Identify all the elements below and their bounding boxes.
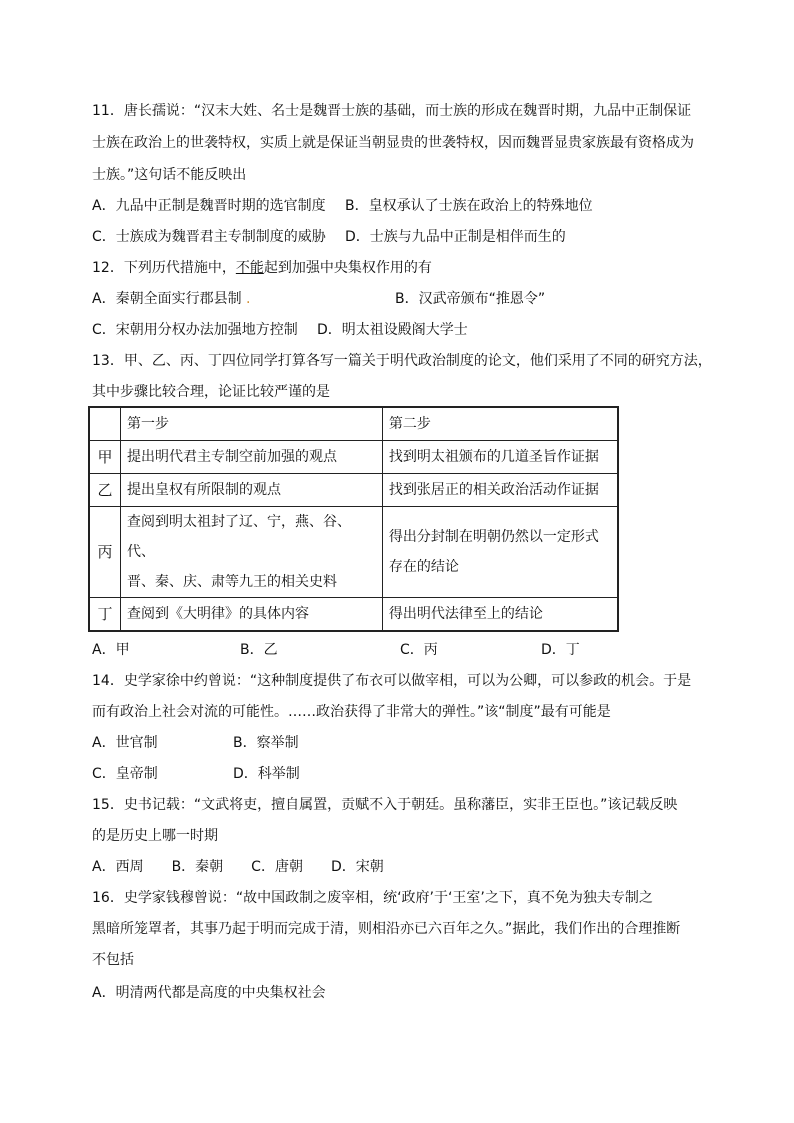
table-header-row — [89, 407, 618, 441]
q14-stem-line-2: 而有政治上社会对流的可能性。……政治获得了非常大的弹性。”该“制度”最有可能是 — [92, 704, 611, 720]
q13-stem-line-2: 其中步骤比较合理，论证比较严谨的是 — [92, 384, 330, 400]
row-step2 — [382, 507, 618, 598]
q16-stem-line-3: 不包括 — [92, 952, 134, 968]
q12-stem — [92, 258, 432, 278]
table-header-step1: 第一步 — [120, 407, 382, 441]
q14-stem-line-1: 14．史学家徐中约曾说：“这种制度提供了布衣可以做宰相，可以为公卿，可以参政的机会。于是 — [92, 673, 692, 689]
q13-option-d[interactable]: D．丁 — [541, 642, 580, 658]
row-key: 丁 — [89, 598, 120, 632]
q13-option-b[interactable]: B．乙 — [240, 642, 278, 658]
table-row — [89, 474, 618, 507]
q12-option-b[interactable]: B．汉武帝颁布“推恩令” — [395, 291, 546, 307]
q16-stem-line-2: 黑暗所笼罩者，其事乃起于明而完成于清，则相沿亦已六百年之久。”据此，我们作出的合理推断 — [92, 921, 681, 937]
row-step2-line-1: 得出分封制在明朝仍然以一定形式 — [388, 529, 599, 545]
q11-stem-line-2: 士族在政治上的世袭特权，实质上就是保证当朝显贵的世袭特权，因而魏晋显贵家族最有资格成为 — [92, 135, 694, 151]
q12-option-c[interactable]: C．宋朝用分权办法加强地方控制 — [92, 322, 298, 338]
table-header-key — [89, 407, 120, 441]
q12-option-a[interactable] — [92, 289, 250, 309]
q14-option-b[interactable]: B．察举制 — [233, 735, 299, 751]
q16-stem-line-1: 16．史学家钱穆曾说：“故中国政制之废宰相，统‘政府’于‘王室’之下，真不免为独夫专制之 — [92, 890, 653, 906]
row-key: 乙 — [89, 474, 120, 507]
q11-option-b[interactable]: B．皇权承认了士族在政治上的特殊地位 — [345, 198, 593, 214]
row-step1: 查阅到《大明律》的具体内容 — [120, 598, 382, 632]
table-row — [89, 507, 618, 598]
row-step1-line-2: 晋、秦、庆、肃等九王的相关史料 — [126, 574, 337, 590]
q16-option-a[interactable]: A．明清两代都是高度的中央集权社会 — [92, 985, 326, 1001]
row-step2-line-2: 存在的结论 — [388, 559, 459, 575]
q11-option-a[interactable]: A．九品中正制是魏晋时期的选官制度 — [92, 198, 326, 214]
row-key: 丙 — [89, 507, 120, 598]
q12-option-d[interactable]: D．明太祖设殿阁大学士 — [317, 322, 468, 338]
q12-stem-pre: 12．下列历代措施中， — [92, 260, 236, 276]
row-key: 甲 — [89, 441, 120, 474]
q12-option-a-mark: . — [246, 291, 251, 307]
row-step2: 得出明代法律至上的结论 — [382, 598, 618, 632]
q11-option-d[interactable]: D．士族与九品中正制是相伴而生的 — [345, 229, 566, 245]
table-row — [89, 598, 618, 632]
row-step2: 找到明太祖颁布的几道圣旨作证据 — [382, 441, 618, 474]
q13-stem-line-1: 13．甲、乙、丙、丁四位同学打算各写一篇关于明代政治制度的论文，他们采用了不同的研究方法， — [92, 353, 712, 369]
q13-option-c[interactable]: C．丙 — [400, 642, 438, 658]
q13-option-a[interactable]: A．甲 — [92, 642, 130, 658]
q12-option-a-text: A．秦朝全面实行郡县制 — [92, 291, 242, 307]
q14-option-d[interactable]: D．科举制 — [233, 766, 300, 782]
q15-stem-line-2: 的是历史上哪一时期 — [92, 828, 218, 844]
row-step1-line-1: 查阅到明太祖封了辽、宁，燕、谷、代、 — [126, 514, 351, 560]
q11-stem-line-1: 11．唐长孺说：“汉末大姓、名士是魏晋士族的基础，而士族的形成在魏晋时期，九品中正制保证 — [92, 103, 692, 119]
q15-options[interactable]: A．西周 B．秦朝 C．唐朝 D．宋朝 — [92, 859, 384, 875]
row-step2: 找到张居正的相关政治活动作证据 — [382, 474, 618, 507]
table-row — [89, 441, 618, 474]
q12-stem-emphasis: 不能 — [235, 260, 264, 276]
row-step1 — [120, 507, 382, 598]
table-header-step2: 第二步 — [382, 407, 618, 441]
q13-table — [88, 406, 619, 632]
q15-stem-line-1: 15．史书记载：“文武将吏，擅自属置，贡赋不入于朝廷。虽称藩臣，实非王臣也。”该记载反映 — [92, 797, 678, 813]
q11-option-c[interactable]: C．士族成为魏晋君主专制制度的威胁 — [92, 229, 326, 245]
q14-option-c[interactable]: C．皇帝制 — [92, 766, 158, 782]
row-step1: 提出皇权有所限制的观点 — [120, 474, 382, 507]
row-step1: 提出明代君主专制空前加强的观点 — [120, 441, 382, 474]
q12-stem-post: 起到加强中央集权作用的有 — [263, 260, 432, 276]
q14-option-a[interactable]: A．世官制 — [92, 735, 158, 751]
q11-stem-line-3: 士族。”这句话不能反映出 — [92, 167, 247, 183]
